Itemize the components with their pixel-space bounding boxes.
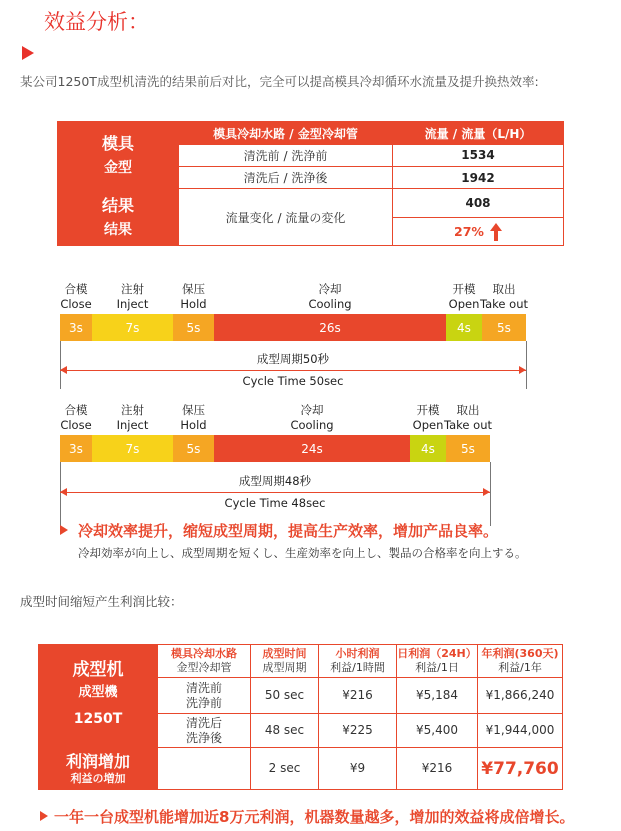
col-header-daily: 日利润（24H） 利益/1日 bbox=[397, 647, 477, 674]
profit-intro: 成型时间缩短产生利润比较： bbox=[20, 594, 183, 609]
flow-change-percent-cell bbox=[393, 218, 563, 245]
flow-change-percent: 27% bbox=[454, 224, 484, 239]
col-header-hourly: 小时利润 利益/1時間 bbox=[330, 647, 385, 674]
row2-time: 48 sec bbox=[264, 723, 305, 737]
row2-hour: ¥225 bbox=[342, 723, 373, 737]
mold-label-cell bbox=[58, 122, 178, 188]
profit-increase-label-cell bbox=[39, 748, 157, 789]
flow-change-value: 408 bbox=[465, 196, 491, 210]
row1-time: 50 sec bbox=[264, 688, 305, 702]
machine-label-cell bbox=[39, 645, 157, 747]
result-label-cn: 结果 bbox=[101, 196, 134, 215]
col-header-time: 成型时间 成型周期 bbox=[262, 647, 307, 674]
cycle-guide-line bbox=[490, 462, 491, 526]
cycle-step-en-1: Inject bbox=[116, 418, 149, 432]
bullet-triangle-icon-2 bbox=[40, 811, 48, 821]
cycle-step-label-5 bbox=[444, 403, 492, 433]
profit-increase-cn: 利润增加 bbox=[65, 751, 130, 771]
benefit-subtext: 冷却効率が向上し、成型周期を短くし、生産効率を向上し、製品の合格率を向上する。 bbox=[78, 546, 527, 560]
cycle-step-label-2 bbox=[180, 282, 206, 312]
flow-comparison-table bbox=[57, 121, 564, 246]
cycle-segment-1: 7s bbox=[92, 314, 173, 341]
row1-hour: ¥216 bbox=[342, 688, 373, 702]
row-before-label: 清洗前 / 洗浄前 bbox=[243, 148, 328, 163]
row-after-label: 清洗后 / 洗浄後 bbox=[243, 171, 328, 185]
cycle-step-en-3: Cooling bbox=[290, 418, 334, 432]
intro-text: 某公司1250T成型机清洗的结果前后对比，完全可以提高模具冷却循环水流量及提升换热效率: bbox=[20, 74, 539, 89]
cycle-segment-2: 5s bbox=[173, 435, 214, 462]
cycle-segment-3: 26s bbox=[214, 314, 446, 341]
cycle-step-en-2: Hold bbox=[180, 418, 207, 432]
cycle-step-cn-0: 合模 bbox=[64, 282, 88, 296]
cycle-step-en-3: Cooling bbox=[308, 297, 352, 311]
header-cooling-circuit: 模具冷却水路 / 金型冷却管 bbox=[179, 122, 392, 144]
row3-year: ¥77,760 bbox=[481, 758, 559, 779]
cycle-step-cn-2: 保压 bbox=[182, 403, 205, 417]
cycle-step-cn-5: 取出 bbox=[492, 282, 516, 296]
cycle-period-en: Cycle Time 48sec bbox=[224, 496, 326, 510]
row1-label: 清洗前 洗浄前 bbox=[185, 680, 222, 710]
row2-year: ¥1,944,000 bbox=[485, 723, 555, 737]
cycle-step-label-1 bbox=[117, 403, 149, 433]
col-header-circuit: 模具冷却水路 金型冷却管 bbox=[171, 647, 237, 674]
page-title: 效益分析： bbox=[44, 10, 149, 34]
cycle-segment-4: 4s bbox=[446, 314, 482, 341]
cycle-step-en-0: Close bbox=[60, 418, 92, 432]
row3-day: ¥216 bbox=[421, 761, 453, 775]
cycle-step-label-0 bbox=[60, 282, 91, 312]
flow-change-label: 流量变化 / 流量の変化 bbox=[225, 210, 346, 225]
cycle-step-label-3 bbox=[290, 403, 333, 433]
cycle-step-en-1: Inject bbox=[116, 297, 149, 311]
bullet-triangle-icon bbox=[60, 525, 68, 535]
up-arrow-icon bbox=[490, 223, 502, 241]
cycle-period-cn: 成型周期50秒 bbox=[256, 352, 330, 366]
cycle-step-en-4: Open bbox=[448, 297, 480, 311]
cycle-step-cn-4: 开模 bbox=[452, 282, 476, 296]
machine-label-jp: 成型機 bbox=[78, 685, 118, 700]
col-header-yearly: 年利润(360天) 利益/1年 bbox=[481, 647, 559, 674]
cycle-step-en-5: Take out bbox=[444, 418, 492, 432]
cycle-period-en: Cycle Time 50sec bbox=[242, 374, 344, 388]
cycle-step-label-3 bbox=[308, 282, 351, 312]
cycle-segment-1: 7s bbox=[92, 435, 173, 462]
cycle-step-cn-3: 冷却 bbox=[300, 403, 324, 417]
cycle-dimension-line bbox=[60, 370, 526, 371]
profit-conclusion: 一年一台成型机能增加近8万元利润，机器数量越多，增加的效益将成倍增长。 bbox=[54, 808, 575, 826]
cycle-step-en-5: Take out bbox=[480, 297, 528, 311]
row2-day: ¥5,400 bbox=[416, 723, 458, 737]
profit-increase-jp: 利益の増加 bbox=[70, 771, 126, 785]
cycle-segment-0: 3s bbox=[60, 314, 92, 341]
cycle-step-en-4: Open bbox=[412, 418, 444, 432]
cycle-segment-3: 24s bbox=[214, 435, 410, 462]
result-label-jp: 结果 bbox=[104, 221, 132, 238]
cycle-step-cn-3: 冷却 bbox=[318, 282, 342, 296]
cycle-step-label-0 bbox=[60, 403, 91, 433]
cycle-segment-0: 3s bbox=[60, 435, 92, 462]
row1-year: ¥1,866,240 bbox=[485, 688, 555, 702]
benefit-headline: 冷却效率提升，缩短成型周期，提高生产效率，增加产品良率。 bbox=[78, 522, 499, 540]
row3-hour: ¥9 bbox=[349, 761, 366, 775]
cycle-segment-5: 5s bbox=[482, 314, 526, 341]
cycle-dimension-line bbox=[60, 492, 490, 493]
row2-label: 清洗后 洗浄後 bbox=[185, 715, 222, 745]
cycle-period-cn: 成型周期48秒 bbox=[238, 474, 312, 488]
row-after-value: 1942 bbox=[461, 170, 495, 185]
header-flow: 流量 / 流量（L/H） bbox=[393, 122, 563, 144]
cycle-step-cn-1: 注射 bbox=[120, 403, 144, 417]
cycle-segment-2: 5s bbox=[173, 314, 214, 341]
row-before-value: 1534 bbox=[461, 148, 495, 162]
cycle-step-label-4 bbox=[449, 282, 480, 312]
cycle-step-cn-4: 开模 bbox=[416, 403, 440, 417]
mold-label-cn: 模具 bbox=[101, 134, 134, 153]
cycle-step-cn-2: 保压 bbox=[182, 282, 205, 296]
row1-day: ¥5,184 bbox=[416, 688, 458, 702]
machine-label-cn: 成型机 bbox=[72, 660, 124, 680]
cycle-step-label-4 bbox=[413, 403, 444, 433]
machine-model: 1250T bbox=[73, 711, 123, 727]
mold-label-jp: 金型 bbox=[104, 159, 132, 176]
cycle-step-label-1 bbox=[117, 282, 149, 312]
cycle-step-cn-5: 取出 bbox=[456, 403, 480, 417]
profit-comparison-table bbox=[38, 644, 563, 790]
row3-time: 2 sec bbox=[268, 761, 301, 775]
cycle-step-label-2 bbox=[180, 403, 206, 433]
result-label-cell bbox=[58, 189, 178, 245]
cycle-step-cn-1: 注射 bbox=[120, 282, 144, 296]
cycle-step-en-0: Close bbox=[60, 297, 92, 311]
cycle-guide-line bbox=[526, 341, 527, 389]
cycle-step-en-2: Hold bbox=[180, 297, 207, 311]
cycle-segment-4: 4s bbox=[410, 435, 446, 462]
cycle-step-cn-0: 合模 bbox=[64, 403, 88, 417]
cycle-segment-5: 5s bbox=[446, 435, 490, 462]
cycle-step-label-5 bbox=[480, 282, 528, 312]
section-arrow-icon bbox=[22, 46, 34, 60]
